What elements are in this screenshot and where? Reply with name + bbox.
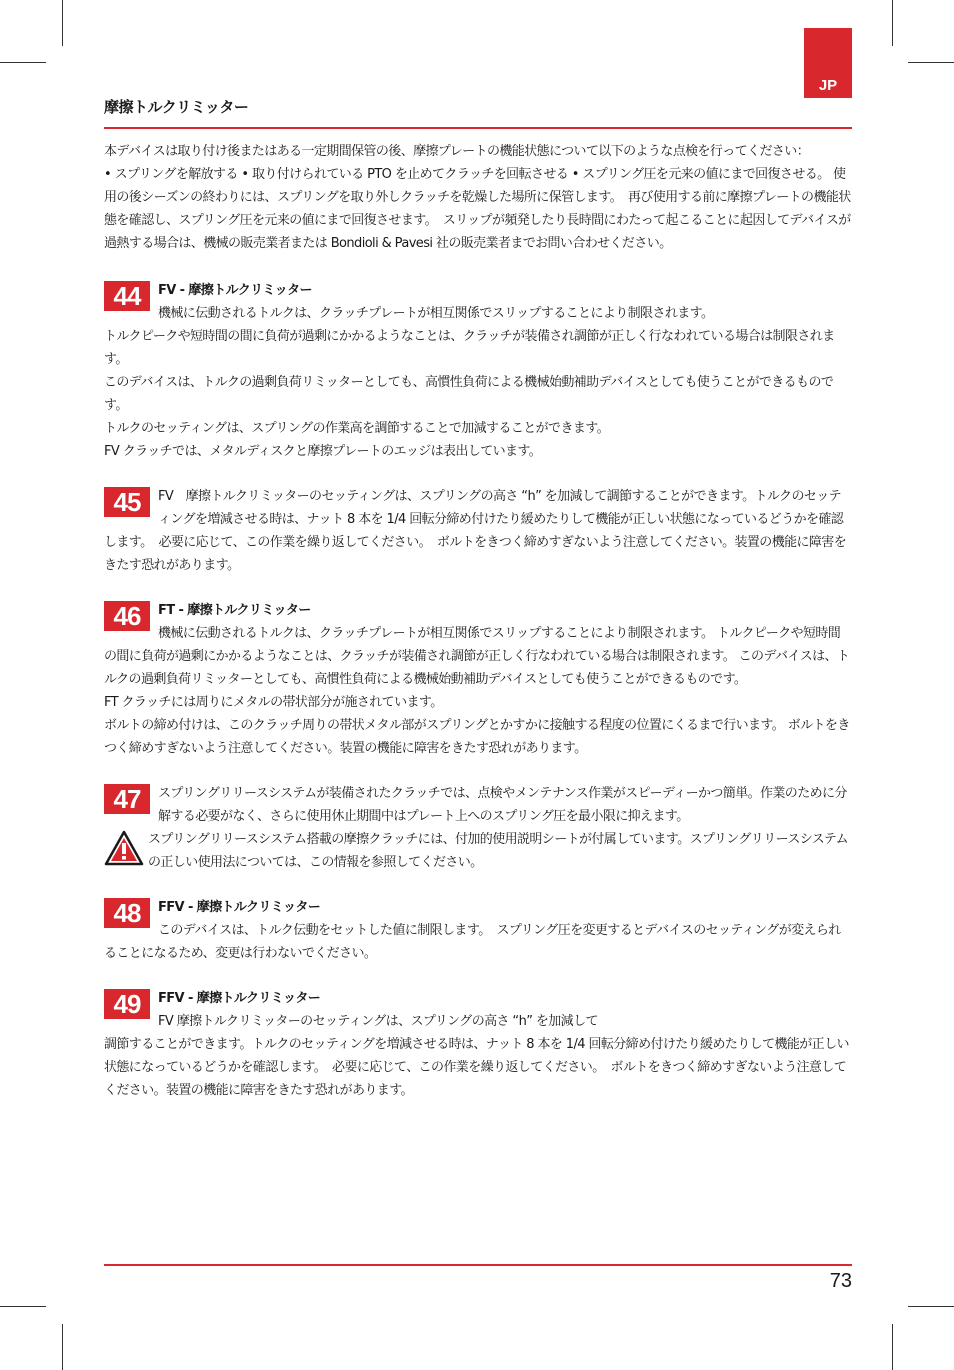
warning-triangle-icon [104, 830, 144, 866]
section-paragraph: FV 摩擦トルクリミッターのセッティングは、スプリングの高さ “h” を加減して [158, 1014, 598, 1029]
section-paragraph: FV 摩擦トルクリミッターのセッティングは、スプリングの高さ “h” を加減して調節することができます。トルクのセッティングを増減させる時は、ナット 8 本を 1/4 回転分締め付けたり緩めたりして機能が正しい状態になっているどうかを確認します。 必要に応じて、この作業を繰り返してください。 ボルトをきつく締めすぎないよう注意してください。装置の機能に障害をきたす恐れがあります。 [104, 489, 847, 573]
section-46 [104, 599, 852, 760]
crop-mark [62, 0, 63, 46]
section-number-badge: 44 [104, 281, 150, 311]
footer-divider [104, 1264, 852, 1266]
crop-mark [0, 1306, 46, 1307]
language-tab: JP [804, 28, 852, 98]
section-title: FFV - 摩擦トルクリミッター [158, 900, 321, 915]
section-47 [104, 782, 852, 874]
section-paragraph: 調節することができます。トルクのセッティングを増減させる時は、ナット 8 本を 1/4 回転分締め付けたり緩めたりして機能が正しい状態になっているどうかを確認します。 必要に応じて、この作業を繰り返してください。 ボルトをきつく締めすぎないよう注意してください。装置の機能に障害をきたす恐れがあります。 [104, 1037, 849, 1098]
crop-mark [0, 62, 46, 63]
intro-section [104, 140, 852, 255]
section-paragraph: 機械に伝動されるトルクは、クラッチプレートが相互関係でスリップすることにより制限されます。 トルクピークや短時間の間に負荷が過剰にかかるようなことは、クラッチが装備され調節が正しく行なわれている場合は制限されます。 このデバイスは、トルクの過剰負荷リミッターとしても、高慣性負荷による機械始動補助デバイスとしても使うことができるものです。 [104, 626, 850, 687]
section-paragraph: FV クラッチでは、メタルディスクと摩擦プレートのエッジは表出しています。 [104, 444, 542, 459]
section-number-badge: 46 [104, 601, 150, 631]
section-number-badge: 45 [104, 487, 150, 517]
section-paragraph: スプリングリリースシステムが装備されたクラッチでは、点検やメンテナンス作業がスピーディーかつ簡単。作業のために分解する必要がなく、さらに使用休止期間中はプレート上へのスプリング圧を最小限に抑えます。 [158, 786, 847, 824]
section-44 [104, 279, 852, 463]
intro-paragraph: 本デバイスは取り付け後またはある一定期間保管の後、摩擦プレートの機能状態について以下のような点検を行ってください： [104, 144, 810, 159]
section-number-badge: 49 [104, 989, 150, 1019]
page-number: 73 [829, 1270, 852, 1292]
crop-mark [908, 62, 954, 63]
crop-mark [62, 1324, 63, 1370]
crop-mark [892, 1324, 893, 1370]
section-paragraph: このデバイスは、トルク伝動をセットした値に制限します。 スプリング圧を変更するとデバイスのセッティングが変えられることになるため、変更は行わないでください。 [104, 923, 841, 961]
section-45 [104, 485, 852, 577]
section-paragraph: トルクのセッティングは、スプリングの作業高を調節することで加減することができます。 [104, 421, 610, 436]
warning-text: スプリングリリースシステム搭載の摩擦クラッチには、付加的使用説明シートが付属しています。スプリングリリースシステムの正しい使用法については、この情報を参照してください。 [148, 832, 849, 870]
section-paragraph: このデバイスは、トルクの過剰負荷リミッターとしても、高慣性負荷による機械始動補助デバイスとしても使うことができるものです。 [104, 375, 834, 413]
section-paragraph: トルクピークや短時間の間に負荷が過剰にかかるようなことは、クラッチが装備され調節が正しく行なわれている場合は制限されます。 [104, 329, 835, 367]
section-paragraph: 機械に伝動されるトルクは、クラッチプレートが相互関係でスリップすることにより制限されます。 [158, 306, 714, 321]
intro-paragraph: • スプリングを解放する • 取り付けられている PTO を止めてクラッチを回転させる • スプリング圧を元来の値にまで回復させる。 使用の後シーズンの終わりには、スプリングを取り外しクラッチを乾燥した場所に保管します。 再び使用する前に摩擦プレートの機能状態を確認し、スプリング圧を元来の値にまで回復させます。 スリップが頻発したり長時間にわたって起こることに起因してデバイスが過熱する場合は、機械の販売業者または Bondioli & Pavesi 社の販売業者までお問い合わせください。 [104, 167, 851, 251]
page-title: 摩擦トルクリミッター [104, 98, 249, 116]
document-body [104, 140, 852, 1124]
section-number-badge: 47 [104, 784, 150, 814]
section-49 [104, 987, 852, 1102]
section-paragraph: ボルトの締め付けは、このクラッチ周りの帯状メタル部がスプリングとかすかに接触する程度の位置にくるまで行います。 ボルトをきつく締めすぎないよう注意してください。装置の機能に障害をきたす恐れがあります。 [104, 718, 850, 756]
section-number-badge: 48 [104, 898, 150, 928]
section-title: FT - 摩擦トルクリミッター [158, 603, 311, 618]
header-divider [104, 127, 852, 129]
section-title: FV - 摩擦トルクリミッター [158, 283, 312, 298]
section-paragraph: FT クラッチには周りにメタルの帯状部分が施されています。 [104, 695, 443, 710]
crop-mark [892, 0, 893, 46]
section-title: FFV - 摩擦トルクリミッター [158, 991, 321, 1006]
section-48 [104, 896, 852, 965]
crop-mark [908, 1306, 954, 1307]
